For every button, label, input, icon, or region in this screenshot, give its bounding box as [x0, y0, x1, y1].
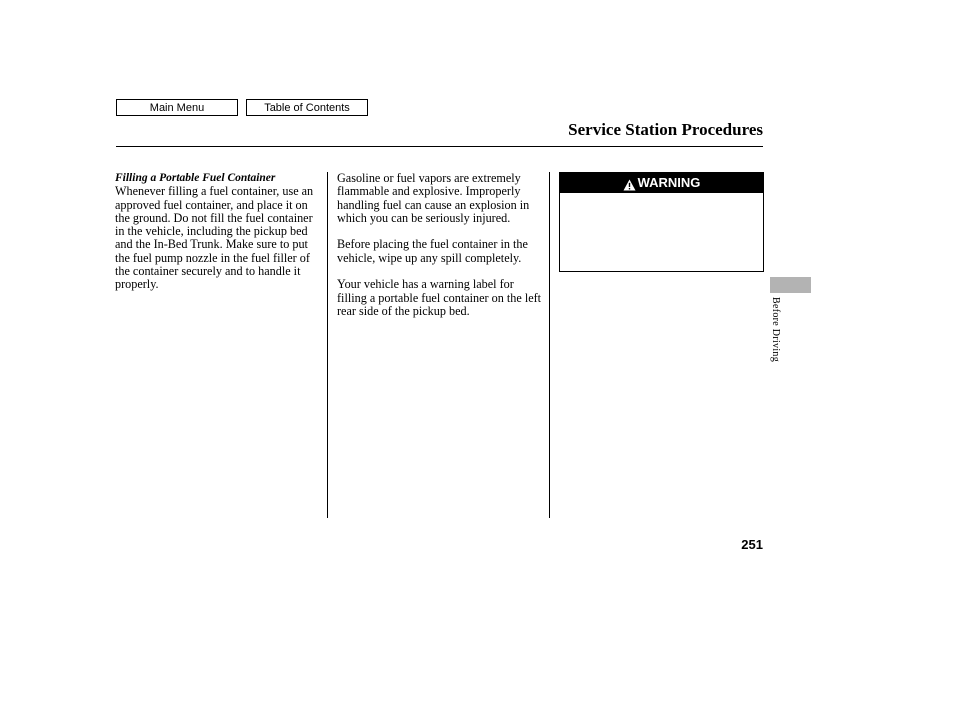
warning-label: WARNING [637, 175, 701, 190]
column-divider [327, 172, 328, 518]
column-1-body: Whenever filling a fuel container, use an approved fuel container, and place it on the ground. Do not fill the fuel container in the vehicle, including the pickup bed and the In-Bed Trunk. Make sure to put the fuel pump nozzle in the fuel filler of the container securely and to handle it properly. [115, 184, 314, 292]
warning-box [559, 172, 764, 272]
paragraph: Your vehicle has a warning label for filling a portable fuel container on the left rear side of the pickup bed. [337, 277, 542, 318]
paragraph: Before placing the fuel container in the vehicle, wipe up any spill completely. [337, 237, 528, 265]
main-menu-button[interactable]: Main Menu [116, 99, 238, 116]
paragraph: Gasoline or fuel vapors are extremely flammable and explosive. Improperly handling fuel can cause an explosion in which you can be seriously injured. [337, 171, 530, 225]
section-subheading: Filling a Portable Fuel Container [115, 172, 276, 184]
column-1 [115, 172, 320, 305]
column-2 [337, 172, 542, 332]
page-number: 251 [741, 537, 763, 552]
warning-triangle-icon [623, 177, 636, 189]
warning-header [560, 173, 763, 193]
table-of-contents-button[interactable]: Table of Contents [246, 99, 368, 116]
column-divider [549, 172, 550, 518]
section-tab [770, 277, 811, 293]
section-side-label: Before Driving [770, 297, 781, 363]
title-rule [116, 146, 763, 147]
page-title: Service Station Procedures [568, 120, 763, 139]
